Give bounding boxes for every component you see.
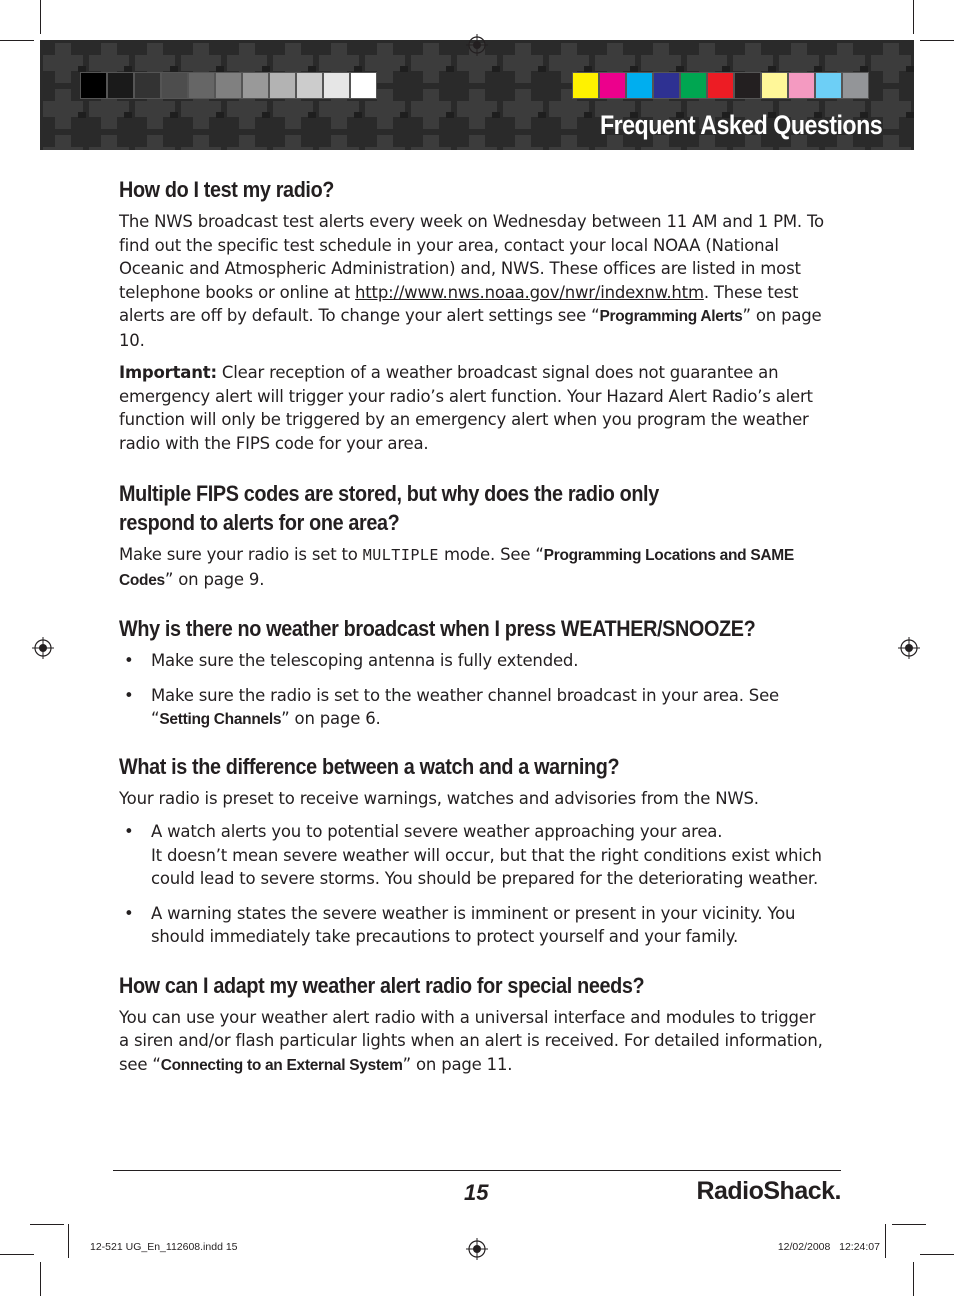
faq-test-radio — [119, 175, 829, 455]
crop-mark — [892, 1224, 926, 1225]
crop-mark — [30, 1224, 64, 1225]
list-item — [119, 820, 829, 891]
color-swatch — [599, 72, 626, 99]
faq-watch-vs-warning — [119, 752, 829, 949]
color-swatch — [80, 72, 107, 99]
color-swatch — [350, 72, 377, 99]
text: A watch alerts you to potential severe weather approaching your area. — [151, 822, 723, 841]
text: Clear reception of a weather broadcast signal does not guarantee an emergency alert will trigger your radio’s alert function. Your Hazard Alert Radio’s alert function will only be triggered by an emergency alert when you program the weather radio with the FIPS code for your area. — [119, 363, 813, 453]
crop-mark — [0, 40, 34, 41]
faq-no-broadcast — [119, 614, 829, 732]
print-slug-date: 12/02/2008 12:24:07 — [777, 1241, 880, 1253]
bullet-icon: • — [124, 651, 134, 670]
crop-mark — [920, 40, 954, 41]
lcd-mode-text: MULTIPLE — [362, 546, 439, 564]
color-swatch — [815, 72, 842, 99]
color-swatch-strip — [572, 72, 869, 99]
color-swatch — [161, 72, 188, 99]
registration-mark-icon — [466, 34, 488, 56]
text: You can use your weather alert radio with a universal interface and modules to trigger a siren and/or flash particular lights when an alert is received. For detailed information, see “ — [119, 1007, 823, 1074]
color-swatch — [215, 72, 242, 99]
crop-mark — [920, 1254, 954, 1255]
crop-mark — [40, 0, 41, 34]
text: Make sure the telescoping antenna is fully extended. — [151, 651, 579, 670]
crop-mark — [885, 1224, 886, 1258]
heading-line: respond to alerts for one area? — [119, 510, 400, 535]
text: ” on page 10. — [119, 306, 822, 350]
cross-reference: Programming Alerts — [599, 308, 743, 325]
color-swatch — [134, 72, 161, 99]
text: The NWS broadcast test alerts every week on Wednesday between 11 AM and 1 PM. To find out the specific test schedule in your area, contact your local NOAA (National Oceanic and Atmospheric Administration) and, NWS. These offices are listed in most telephone books or online at — [119, 212, 824, 302]
paragraph — [119, 361, 829, 455]
bullet-icon: • — [124, 685, 134, 705]
section-heading: How can I adapt my weather alert radio for special needs? — [119, 972, 645, 998]
crop-mark — [913, 1262, 914, 1296]
paragraph — [119, 1006, 829, 1078]
faq-multiple-fips — [119, 479, 829, 592]
crop-mark — [913, 0, 914, 34]
bullet-icon: • — [124, 822, 134, 841]
paragraph — [119, 543, 829, 592]
faq-special-needs — [119, 971, 829, 1078]
text: Make sure your radio is set to — [119, 545, 363, 564]
bullet-list — [119, 820, 829, 949]
section-heading: How do I test my radio? — [119, 177, 335, 202]
color-swatch — [269, 72, 296, 99]
registration-mark-icon — [898, 637, 920, 659]
paragraph — [119, 210, 829, 352]
text: mode. See “ — [438, 545, 544, 564]
paragraph: Your radio is preset to receive warnings, watches and advisories from the NWS. — [119, 788, 759, 808]
list-item — [119, 684, 829, 732]
text: ” on page 11. — [402, 1054, 513, 1074]
color-swatch — [107, 72, 134, 99]
color-swatch — [761, 72, 788, 99]
crop-mark — [68, 1224, 69, 1258]
text: ” on page 9. — [164, 569, 265, 589]
color-swatch — [842, 72, 869, 99]
color-swatch — [707, 72, 734, 99]
cross-reference: Connecting to an External System — [160, 1056, 403, 1074]
text: ” on page 6. — [281, 709, 381, 728]
section-heading: What is the difference between a watch and a warning? — [119, 753, 620, 779]
list-item — [119, 902, 829, 949]
gray-swatch-strip — [80, 72, 377, 99]
registration-mark-icon — [466, 1238, 488, 1260]
page-title: Frequent Asked Questions — [599, 110, 882, 140]
color-swatch — [188, 72, 215, 99]
color-swatch — [323, 72, 350, 99]
print-slug-file: 12-521 UG_En_112608.indd 15 — [90, 1241, 238, 1253]
radioshack-logo: RadioShack. — [696, 1177, 841, 1205]
color-swatch — [653, 72, 680, 99]
heading-line: Multiple FIPS codes are stored, but why does the radio only — [119, 481, 659, 506]
important-label: Important: — [119, 363, 217, 382]
text: A warning states the severe weather is imminent or present in your vicinity. You should immediately take precautions to protect yourself and your family. — [151, 903, 796, 946]
page-number: 15 — [464, 1180, 489, 1205]
color-swatch — [572, 72, 599, 99]
text: . These test alerts are off by default. To change your alert settings see “ — [119, 282, 799, 325]
crop-mark — [0, 1254, 34, 1255]
faq-content — [119, 175, 829, 1091]
section-heading — [119, 479, 828, 537]
cross-reference: Setting Channels — [159, 711, 282, 728]
color-swatch — [626, 72, 653, 99]
bullet-list — [119, 649, 829, 732]
crop-mark — [40, 1262, 41, 1296]
color-swatch — [680, 72, 707, 99]
section-heading: Why is there no weather broadcast when I press WEATHER/SNOOZE? — [119, 616, 756, 641]
color-swatch — [296, 72, 323, 99]
color-swatch — [242, 72, 269, 99]
footer-divider — [113, 1170, 841, 1171]
registration-mark-icon — [32, 637, 54, 659]
text: Make sure the radio is set to the weather channel broadcast in your area. See “ — [151, 685, 779, 728]
list-item — [119, 649, 829, 673]
color-swatch — [788, 72, 815, 99]
bullet-icon: • — [124, 903, 134, 923]
nws-link[interactable]: http://www.nws.noaa.gov/nwr/indexnw.htm — [355, 282, 704, 302]
cross-reference: Programming Locations and SAME Codes — [119, 547, 794, 589]
color-swatch — [734, 72, 761, 99]
text: It doesn’t mean severe weather will occur, but that the right conditions exist which could lead to severe storms. You should be prepared for the deteriorating weather. — [151, 845, 822, 888]
